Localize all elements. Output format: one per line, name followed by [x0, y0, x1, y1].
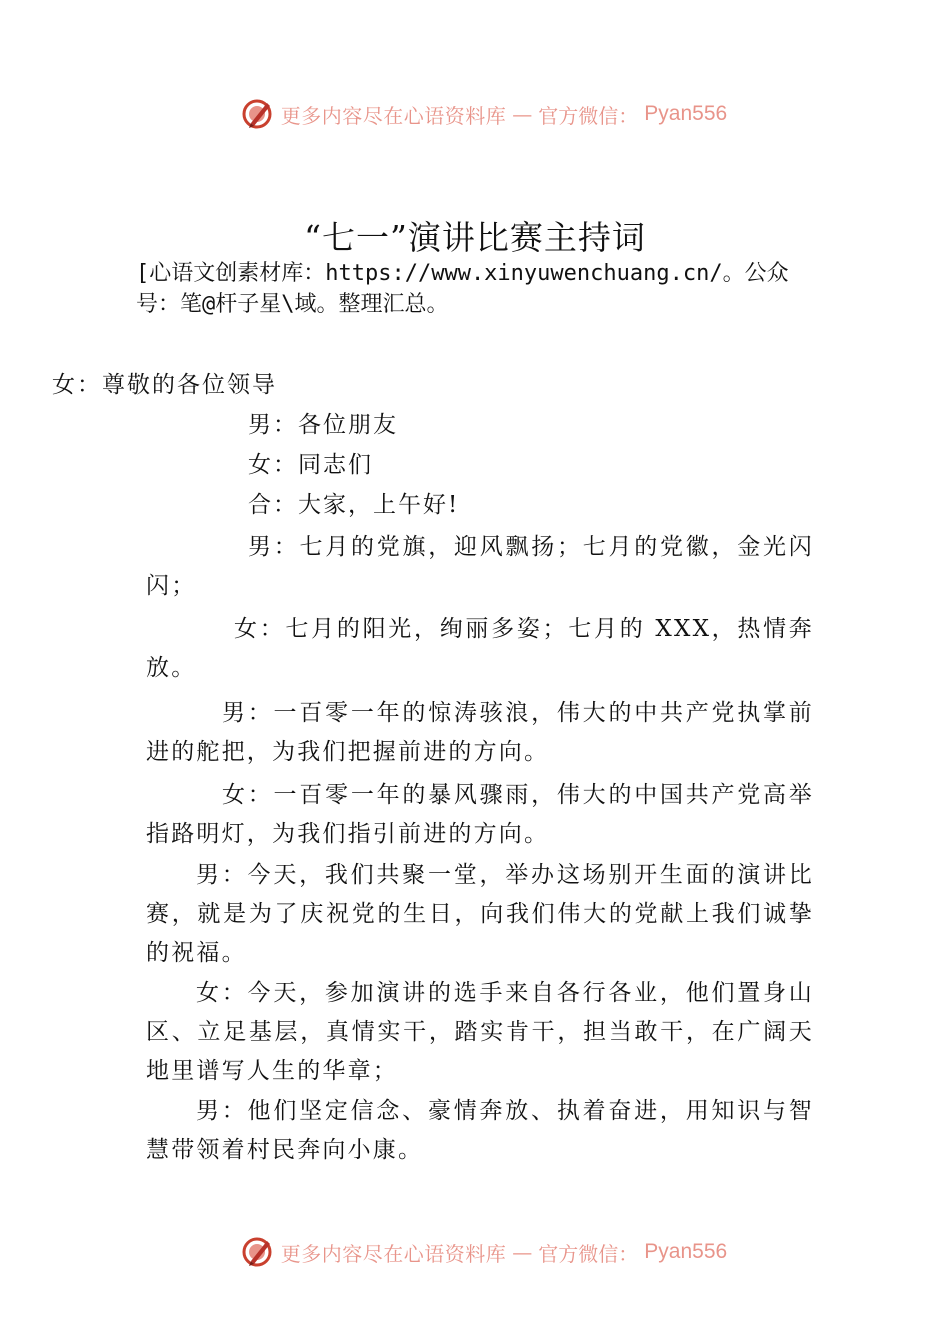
opening-line: 男：各位朋友	[248, 412, 398, 438]
watermark-wechat-label: 官方微信：	[538, 1241, 639, 1266]
opening-line: 女：尊敬的各位领导	[52, 372, 277, 398]
watermark-wechat-label: 官方微信：	[538, 103, 639, 128]
script-paragraph: 女：七月的阳光，绚丽多姿；七月的 XXX，热情奔放。	[146, 616, 814, 681]
script-paragraph: 男：一百零一年的惊涛骇浪，伟大的中共产党执掌前进的舵把，为我们把握前进的方向。	[146, 700, 814, 765]
script-paragraph: 男：今天，我们共聚一堂，举办这场别开生面的演讲比赛，就是为了庆祝党的生日，向我们伟大的党献上我们诚挚的祝福。	[146, 862, 814, 966]
footer-watermark-banner	[0, 1232, 950, 1272]
header-watermark-banner	[0, 94, 950, 134]
opening-line: 合：大家，上午好!	[248, 492, 460, 518]
document-title: “七一”演讲比赛主持词	[304, 218, 646, 257]
script-paragraph: 男：他们坚定信念、豪情奔放、执着奋进，用知识与智慧带领着村民奔向小康。	[146, 1098, 814, 1163]
script-paragraph: 女：一百零一年的暴风骤雨，伟大的中国共产党高举指路明灯，为我们指引前进的方向。	[146, 782, 814, 847]
pen-logo-icon	[241, 1235, 275, 1269]
watermark-text: 更多内容尽在心语资料库	[280, 103, 507, 128]
watermark-separator: —	[512, 102, 533, 126]
source-note: [心语文创素材库：https://www.xinyuwenchuang.cn/。公众号：笔@杆子星\域。整理汇总。	[136, 261, 789, 317]
pen-logo-icon	[241, 97, 275, 131]
script-paragraph: 女：今天，参加演讲的选手来自各行各业，他们置身山区、立足基层，真情实干，踏实肯干，担当敢干，在广阔天地里谱写人生的华章；	[146, 980, 814, 1084]
watermark-text: 更多内容尽在心语资料库	[280, 1241, 507, 1266]
opening-line: 女：同志们	[248, 452, 373, 478]
watermark-separator: —	[512, 1240, 533, 1264]
script-paragraph: 男：七月的党旗，迎风飘扬；七月的党徽，金光闪闪；	[146, 534, 814, 599]
watermark-group	[241, 1235, 727, 1269]
watermark-wechat-id: Pyan556	[644, 1240, 728, 1263]
watermark-wechat-id: Pyan556	[644, 102, 728, 125]
watermark-group	[241, 97, 727, 131]
